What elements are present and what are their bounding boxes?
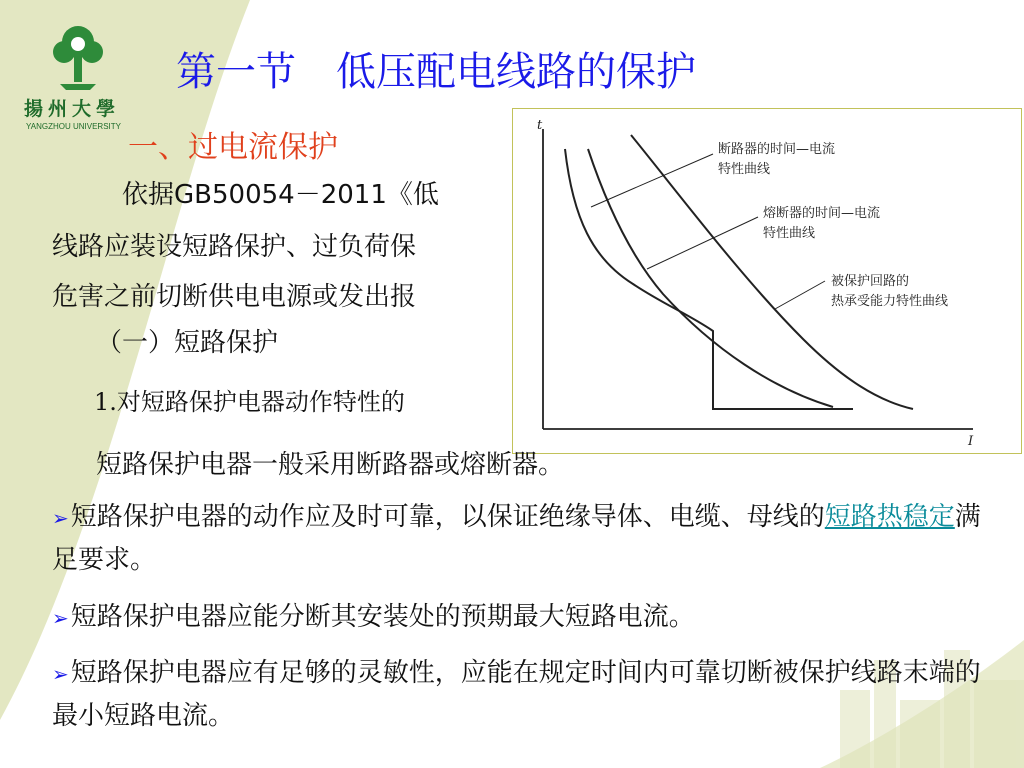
time-current-chart [513,109,1021,453]
svg-text:被保护回路的 热承受能力特性曲线 [831,273,948,309]
bullet-item-1 [52,496,982,581]
paragraph-line-2: 线路应装设短路保护、过负荷保 [52,232,417,262]
label-breaker-line1: 断路器的时间—电流 [718,142,836,157]
paragraph-line-1: 依据GB50054－2011《低 [122,180,439,210]
paragraph-line-3: 危害之前切断供电电源或发出报 [52,282,417,312]
time-current-figure [512,108,1022,454]
y-axis-label: t [537,118,543,133]
section-heading: 一、过电流保护 [128,130,338,165]
label-thermal-line1: 被保护回路的 [831,274,910,289]
intro-line: 短路保护电器一般采用断路器或熔断器。 [96,450,565,480]
bullet-arrow-icon: ➢ [52,662,69,686]
label-fuse-line2: 特性曲线 [763,226,816,241]
thermal-capacity-curve [631,135,913,409]
bullet-item-3 [52,652,982,737]
subsection-heading: （一）短路保护 [96,328,279,358]
svg-text:断路器的时间—电流 特性曲线 [718,141,839,177]
bullet-2-text: 短路保护电器应能分断其安装处的预期最大短路电流。 [70,602,695,632]
bullet-1-text-end: 满足要求。 [52,502,981,575]
label-breaker-line2: 特性曲线 [718,162,771,177]
bullet-arrow-icon: ➢ [52,606,69,630]
breaker-curve [565,149,853,409]
leader-line-3 [775,281,825,309]
bullet-item-2 [52,596,982,639]
svg-text:熔断器的时间—电流 特性曲线 [763,205,884,241]
bullet-1-text: 短路保护电器的动作应及时可靠，以保证绝缘导体、电缆、母线的 [70,502,825,532]
university-logo [18,22,136,134]
tree-emblem-icon [50,22,106,92]
label-thermal-line2: 热承受能力特性曲线 [831,294,949,309]
logo-chinese-name: 揚州大學 [24,98,121,120]
bullet-arrow-icon: ➢ [52,506,69,530]
label-fuse-line1: 熔断器的时间—电流 [763,206,881,221]
thermal-stability-link[interactable]: 短路热稳定 [824,502,955,532]
numbered-item-1: 1.对短路保护电器动作特性的 [94,388,405,416]
slide-title: 第一节 低压配电线路的保护 [176,49,696,95]
bullet-3-text: 短路保护电器应有足够的灵敏性，应能在规定时间内可靠切断被保护线路末端的最小短路电流。 [52,658,981,731]
logo-english-name: YANGZHOU UNIVERSITY [26,122,121,131]
x-axis-label: I [968,434,974,449]
